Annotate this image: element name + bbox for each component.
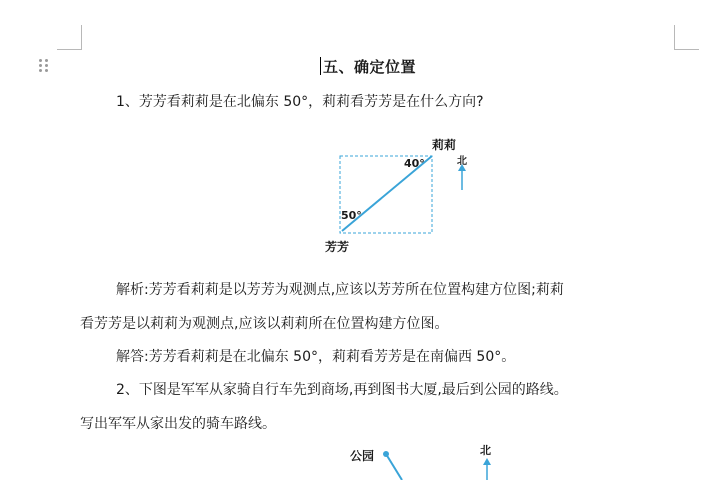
analysis-line-1: 解析:芳芳看莉莉是以芳芳为观测点,应该以芳芳所在位置构建方位图;莉莉 bbox=[116, 282, 564, 298]
angle-40: 40° bbox=[404, 157, 425, 170]
page-corner-top-right bbox=[674, 25, 699, 50]
label-lili: 莉莉 bbox=[432, 138, 457, 152]
angle-50: 50° bbox=[341, 209, 362, 222]
label-park: 公园 bbox=[350, 449, 375, 463]
section-title bbox=[320, 56, 416, 77]
north-arrow-icon-2 bbox=[483, 458, 491, 465]
question-2-line-2: 写出军军从家出发的骑车路线。 bbox=[80, 416, 276, 432]
analysis-line-2: 看芳芳是以莉莉为观测点,应该以莉莉所在位置构建方位图。 bbox=[80, 316, 449, 332]
text-cursor bbox=[320, 57, 321, 75]
question-1: 1、芳芳看莉莉是在北偏东 50°，莉莉看芳芳是在什么方向? bbox=[116, 94, 484, 110]
question-2-line-1: 2、下图是军军从家骑自行车先到商场,再到图书大厦,最后到公园的路线。 bbox=[116, 382, 568, 398]
route-line bbox=[386, 454, 402, 480]
label-fangfang: 芳芳 bbox=[325, 240, 350, 254]
drag-handle-icon[interactable] bbox=[39, 59, 49, 73]
north-label-1: 北 bbox=[457, 156, 467, 167]
section-title-text: 五、确定位置 bbox=[323, 58, 417, 76]
page-corner-top-left bbox=[57, 25, 82, 50]
north-label-2: 北 bbox=[480, 444, 491, 457]
answer-1: 解答:芳芳看莉莉是在北偏东 50°，莉莉看芳芳是在南偏西 50°。 bbox=[116, 349, 516, 365]
